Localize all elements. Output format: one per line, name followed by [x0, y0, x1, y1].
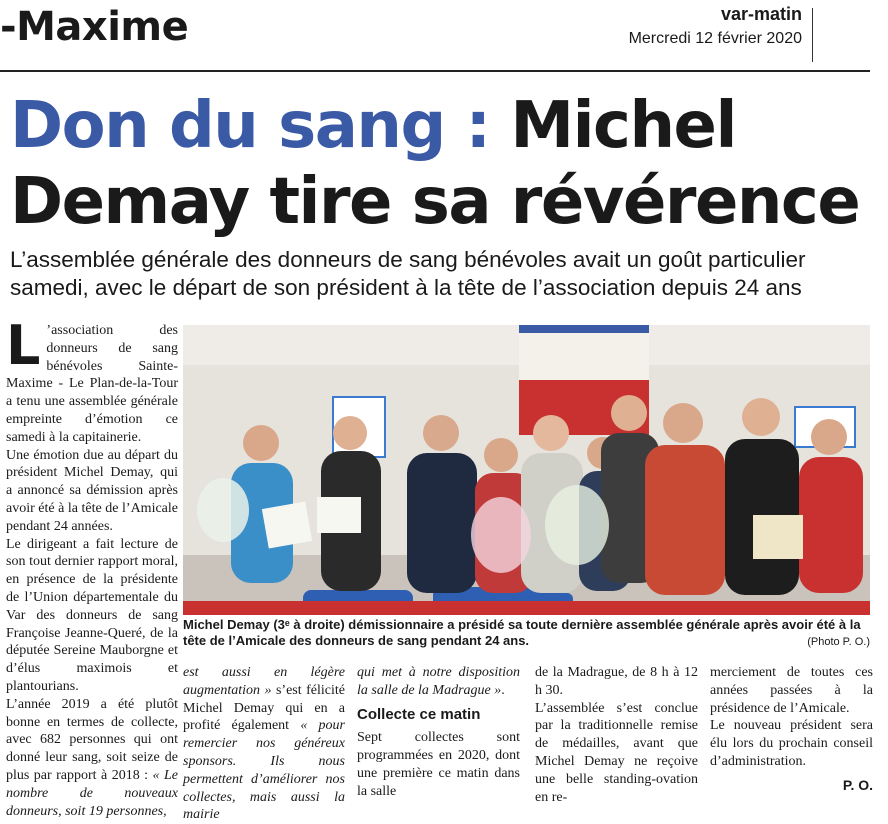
paragraph	[183, 664, 345, 824]
quote-text: est aussi en légère augmentation »	[183, 665, 345, 698]
paragraph	[357, 664, 520, 700]
header-rule	[0, 70, 870, 72]
paragraph-text: s’est félicité Michel Demay qui en a profité également	[183, 682, 345, 734]
article-photo	[183, 325, 870, 615]
paragraph: L’assemblée s’est conclue par la traditionnelle remise de médailles, avant que Michel Demay ne reçoive une belle standing-ovation en re-	[535, 700, 698, 805]
article-column-2	[183, 664, 345, 824]
paragraph: Le nouveau président sera élu lors du prochain conseil d’administration.	[710, 718, 873, 769]
paragraph	[6, 314, 178, 447]
paragraph: Une émotion due au départ du président Michel Demay, qui a annoncé sa démission après avoir été à la tête de l’Amicale pendant 24 années.	[6, 447, 178, 534]
article-column-1	[6, 314, 178, 820]
article-column-3	[357, 664, 520, 801]
paragraph: merciement de toutes ces années passées à la présidence de l’Amicale.	[710, 665, 873, 716]
paragraph-text: .	[501, 682, 505, 698]
newspaper-brand: var-matin	[720, 4, 802, 24]
headline	[10, 88, 870, 240]
paragraph-text: ’association des donneurs de sang bénévoles Sainte-Maxime - Le Plan-de-la-Tour a tenu une assemblée générale empreinte d’émotion ce samedi à la capitainerie.	[6, 323, 178, 445]
headline-main: Michel Demay tire sa révérence	[10, 89, 860, 239]
quote-text: qui met à notre disposition la salle de la Madrague »	[357, 665, 520, 698]
section-title: -Maxime	[0, 4, 189, 50]
paragraph-text: L’année 2019 a été plutôt bonne en termes de collecte, avec 682 personnes qui ont donné leur sang, soit seize de plus par rapport à 2018 :	[6, 696, 178, 783]
photo-credit: (Photo P. O.)	[807, 636, 870, 648]
lede: L’assemblée générale des donneurs de sang bénévoles avait un goût particulier samedi, avec le départ de son président à la tête de l’association depuis 24 ans	[10, 247, 806, 300]
quote-text: « Le nombre de nouveaux donneurs, soit 19 personnes,	[6, 767, 178, 819]
paragraph: Le dirigeant a fait lecture de son tout dernier rapport moral, en présence de la présidente de l’Union départementale du Var des donneurs de sang Françoise Jeanne-Queré, de la députée Sereine Mauborgne et d’élus maximois et plantourians.	[6, 536, 178, 694]
paragraph: Sept collectes sont programmées en 2020, dont une première ce matin dans la salle	[357, 730, 520, 799]
issue-date: Mercredi 12 février 2020	[628, 30, 802, 47]
header-divider	[812, 8, 813, 62]
quote-text: « pour remercier nos généreux sponsors. Ils nous permettent d’améliorer nos collectes, mais aussi la mairie	[183, 718, 345, 823]
article-column-4	[535, 664, 698, 806]
drop-cap: L	[6, 314, 41, 377]
author-signoff: P. O.	[842, 776, 873, 793]
paragraph: de la Madrague, de 8 h à 12 h 30.	[535, 665, 698, 698]
article-column-5	[710, 664, 873, 795]
paragraph	[6, 696, 178, 821]
subheading: Collecte ce matin	[357, 705, 481, 723]
group-photo-illustration	[183, 325, 870, 615]
photo-caption: Michel Demay (3ᵉ à droite) démissionnaire a présidé sa toute dernière assemblée générale après avoir été à la tête de l’Amicale des donneurs de sang pendant 24 ans.	[183, 617, 861, 648]
headline-kicker: Don du sang :	[10, 89, 490, 163]
